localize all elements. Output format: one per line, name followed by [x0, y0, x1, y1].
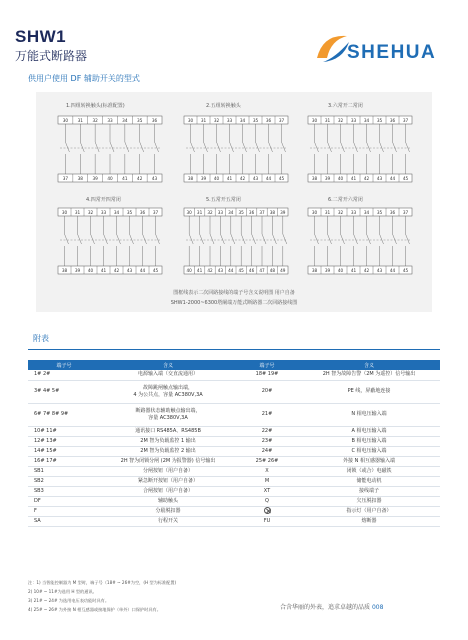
- terminal-label: 42: [207, 268, 213, 273]
- terminal-label: 42: [113, 268, 120, 273]
- terminal-label: 39: [324, 176, 331, 181]
- terminal-label: 41: [350, 268, 357, 273]
- meaning-cell: 分闸按钮（用户自备）: [100, 466, 236, 476]
- diagram-title-5: 5.五常开五常闭: [206, 197, 241, 203]
- terminal-label: 33: [350, 118, 357, 123]
- terminal-cell: 1# 2#: [28, 370, 100, 380]
- table-row: [28, 380, 440, 403]
- contact-switch: [217, 142, 221, 152]
- table-row: [28, 516, 440, 526]
- terminal-label: 30: [61, 210, 68, 215]
- terminal-label: 41: [196, 268, 203, 273]
- terminal-label: 37: [402, 210, 409, 215]
- terminal-label: 45: [238, 268, 244, 273]
- product-subtitle: 万能式断路器: [15, 49, 88, 63]
- terminal-label: 33: [107, 118, 113, 123]
- terminal-cell: SB2: [28, 476, 100, 486]
- terminal-label: 39: [324, 268, 331, 273]
- contact-switch: [406, 142, 410, 152]
- page-footer: [280, 602, 383, 611]
- terminal-label: 34: [363, 118, 370, 123]
- terminal-label: 44: [228, 268, 234, 273]
- contact-switch: [204, 142, 208, 152]
- meaning-cell: 接线端子: [298, 486, 440, 496]
- contact-switch: [80, 142, 84, 152]
- terminal-label: 37: [62, 176, 69, 181]
- page-number: 008: [371, 604, 384, 611]
- terminal-label: 45: [152, 268, 159, 273]
- meaning-cell: 2H 智为闭锁分闸 (2M 为报警器) 信号输出: [100, 456, 236, 466]
- terminal-cell: 24#: [236, 446, 298, 456]
- terminal-cell: 21#: [236, 403, 298, 426]
- terminal-cell: F: [28, 506, 100, 516]
- table-row: [28, 506, 440, 516]
- contact-switch: [210, 234, 214, 244]
- header-terminal-1: 端子号: [28, 360, 100, 370]
- contact-switch: [241, 234, 245, 244]
- page-header: [0, 0, 468, 82]
- terminal-cell: 20#: [236, 380, 298, 403]
- footer-slogan: 合含华丽的外表，追求卓越的品质: [280, 604, 371, 611]
- contact-switch: [328, 142, 332, 152]
- terminal-label: 43: [126, 268, 133, 273]
- terminal-label: 33: [100, 210, 107, 215]
- terminal-label: 31: [74, 210, 81, 215]
- terminal-label: 34: [113, 210, 120, 215]
- terminal-label: 45: [402, 268, 409, 273]
- terminal-label: 33: [350, 210, 357, 215]
- meaning-cell: N 相电压输入端: [298, 403, 440, 426]
- terminal-label: 35: [238, 210, 244, 215]
- note-line: 4) 25# ~ 26# 为外接 N 相互感器或接地保护（单外）口保护时具有。: [28, 607, 161, 612]
- meaning-cell: 紧急断开按钮（用户自备）: [100, 476, 236, 486]
- contact-switch: [315, 142, 319, 152]
- terminal-label: 41: [100, 268, 107, 273]
- diagram-title-4: 4.四常开四常闭: [86, 197, 121, 203]
- terminal-cell: [236, 506, 298, 516]
- diagram-title-2: 2.五组转换触头: [206, 103, 241, 109]
- section-heading: 供用户使用 DF 辅助开关的型式: [28, 74, 140, 83]
- terminal-label: 42: [363, 176, 370, 181]
- meaning-cell: 2M 智为负载监控 1 输出: [100, 436, 236, 446]
- terminal-label: 32: [92, 118, 98, 123]
- diagram-title-6: 6.二常开六常闭: [328, 197, 363, 203]
- note-line: 3) 21# ~ 24# 为选用电压表功能时具有。: [28, 598, 110, 603]
- terminal-label: 32: [207, 210, 213, 215]
- brand-logo: [313, 28, 453, 68]
- terminal-label: 33: [226, 118, 233, 123]
- terminal-label: 37: [278, 118, 285, 123]
- terminal-cell: M: [236, 476, 298, 486]
- terminal-label: 34: [122, 118, 128, 123]
- meaning-cell: 熔断器: [298, 516, 440, 526]
- table-row: [28, 476, 440, 486]
- indicator-lamp-icon: [264, 507, 271, 514]
- diagram-note-2: SHW1-2000~6300塔阑端万能式断路器二次回路接线图: [170, 300, 298, 306]
- contact-switch: [95, 142, 99, 152]
- table-row: [28, 486, 440, 496]
- contact-switch: [65, 142, 69, 152]
- terminal-label: 42: [239, 176, 246, 181]
- terminal-label: 35: [376, 210, 383, 215]
- terminal-label: 38: [269, 210, 276, 215]
- diagram-title-1: 1.四组转换触头(标准配置): [66, 103, 125, 109]
- terminal-cell: 6# 7# 8# 9#: [28, 403, 100, 426]
- terminal-cell: SA: [28, 516, 100, 526]
- terminal-label: 34: [363, 210, 370, 215]
- terminal-label: 30: [186, 210, 192, 215]
- contact-switch: [230, 142, 234, 152]
- meaning-cell: 断路器状态辅助触点输出端， 容量 AC380V,3A: [100, 403, 236, 426]
- terminal-label: 39: [280, 210, 286, 215]
- terminal-label: 37: [402, 118, 409, 123]
- terminal-cell: SB3: [28, 486, 100, 496]
- contact-switch: [393, 142, 397, 152]
- table-row: [28, 496, 440, 506]
- table-notes: [28, 578, 176, 614]
- table-row: [28, 446, 440, 456]
- meaning-cell: 行程开关: [100, 516, 236, 526]
- terminal-label: 43: [376, 176, 383, 181]
- terminal-cell: 22#: [236, 426, 298, 436]
- terminal-table: [28, 360, 440, 527]
- terminal-label: 36: [151, 118, 158, 123]
- appendix-table-title: 附表: [33, 334, 49, 343]
- contact-switch: [200, 234, 204, 244]
- meaning-cell: 故障跳闸触点输出端， 4 为公共点，容量 AC380V,3A: [100, 380, 236, 403]
- terminal-label: 31: [196, 210, 203, 215]
- terminal-label: 44: [265, 176, 272, 181]
- terminal-label: 32: [87, 210, 94, 215]
- table-row: [28, 403, 440, 426]
- terminal-cell: SB1: [28, 466, 100, 476]
- terminal-label: 39: [200, 176, 207, 181]
- terminal-label: 43: [217, 268, 224, 273]
- terminal-label: 36: [265, 118, 272, 123]
- terminal-label: 38: [77, 176, 83, 181]
- contact-switch: [104, 234, 108, 244]
- terminal-label: 31: [77, 118, 83, 123]
- terminal-label: 32: [337, 210, 344, 215]
- meaning-cell: 分励脱扣器: [100, 506, 236, 516]
- terminal-label: 30: [62, 118, 69, 123]
- meaning-cell: 辅助触头: [100, 496, 236, 506]
- terminal-label: 35: [137, 118, 143, 123]
- table-row: [28, 370, 440, 380]
- terminal-label: 38: [311, 176, 318, 181]
- contact-switch: [220, 234, 224, 244]
- terminal-label: 40: [87, 268, 94, 273]
- terminal-cell: Q: [236, 496, 298, 506]
- meaning-cell: 欠压脱扣器: [298, 496, 440, 506]
- contact-switch: [354, 142, 358, 152]
- terminal-label: 32: [337, 118, 344, 123]
- meaning-cell: B 相电压输入端: [298, 436, 440, 446]
- terminal-label: 41: [350, 176, 357, 181]
- terminal-label: 34: [228, 210, 234, 215]
- meaning-cell: 2H 智为故障告警（2M 为遥控）信号输出: [298, 370, 440, 380]
- terminal-cell: 25# 26#: [236, 456, 298, 466]
- contact-switch: [380, 234, 384, 244]
- meaning-cell: 合闸按钮（用户自备）: [100, 486, 236, 496]
- terminal-label: 35: [376, 118, 383, 123]
- terminal-label: 40: [337, 268, 344, 273]
- table-row: [28, 466, 440, 476]
- terminal-label: 45: [402, 176, 409, 181]
- terminal-label: 35: [252, 118, 259, 123]
- terminal-label: 40: [213, 176, 220, 181]
- meaning-cell: 闭锁（或合）电磁铁: [298, 466, 440, 476]
- contact-switch: [328, 234, 332, 244]
- terminal-label: 30: [311, 118, 318, 123]
- contact-switch: [130, 234, 134, 244]
- meaning-cell: 外接 N 相互感器输入端: [298, 456, 440, 466]
- terminal-label: 36: [389, 210, 396, 215]
- terminal-label: 31: [200, 118, 207, 123]
- wiring-diagrams: [36, 92, 432, 312]
- terminal-label: 36: [248, 210, 255, 215]
- contact-switch: [406, 234, 410, 244]
- terminal-label: 47: [259, 268, 265, 273]
- contact-switch: [341, 234, 345, 244]
- terminal-label: 34: [239, 118, 246, 123]
- terminal-label: 43: [151, 176, 158, 181]
- terminal-label: 32: [213, 118, 220, 123]
- table-header-row: [28, 360, 440, 370]
- contact-switch: [117, 234, 121, 244]
- terminal-cell: 23#: [236, 436, 298, 446]
- terminal-label: 37: [259, 210, 265, 215]
- terminal-cell: 12# 13#: [28, 436, 100, 446]
- terminal-label: 44: [389, 176, 396, 181]
- contact-switch: [143, 234, 147, 244]
- terminal-label: 40: [337, 176, 344, 181]
- meaning-cell: 电源输入端（交直流通用）: [100, 370, 236, 380]
- meaning-cell: 储能电动机: [298, 476, 440, 486]
- terminal-label: 40: [186, 268, 192, 273]
- terminal-label: 46: [248, 268, 255, 273]
- contact-switch: [231, 234, 235, 244]
- terminal-label: 36: [389, 118, 396, 123]
- table-divider: [28, 349, 440, 350]
- terminal-label: 49: [280, 268, 286, 273]
- terminal-label: 30: [311, 210, 318, 215]
- terminal-label: 40: [107, 176, 113, 181]
- note-line: 注：1) 当智能控制器为 M 型时，端子号（18# ~ 26#为空，(H 型为标准配置): [28, 580, 177, 585]
- terminal-label: 38: [311, 268, 318, 273]
- meaning-cell: C 相电压输入端: [298, 446, 440, 456]
- contact-switch: [78, 234, 82, 244]
- terminal-label: 45: [278, 176, 285, 181]
- terminal-label: 38: [187, 176, 194, 181]
- contact-switch: [269, 142, 273, 152]
- terminal-cell: 18# 19#: [236, 370, 298, 380]
- terminal-label: 42: [137, 176, 143, 181]
- terminal-label: 41: [226, 176, 233, 181]
- diagram-note-1: 图框线表示二次回路接线的端子号含义说明图 用户自备: [173, 290, 295, 296]
- header-terminal-2: 端子号: [236, 360, 298, 370]
- terminal-label: 30: [187, 118, 194, 123]
- terminal-label: 43: [252, 176, 259, 181]
- terminal-label: 44: [389, 268, 396, 273]
- contact-switch: [367, 142, 371, 152]
- terminal-label: 44: [139, 268, 146, 273]
- table-row: [28, 456, 440, 466]
- contact-switch: [155, 142, 159, 152]
- contact-switch: [315, 234, 319, 244]
- contact-switch: [393, 234, 397, 244]
- terminal-label: 48: [269, 268, 276, 273]
- contact-switch: [191, 142, 195, 152]
- product-title: SHW1: [15, 27, 67, 46]
- meaning-cell: 指示灯（用户自备）: [298, 506, 440, 516]
- terminal-label: 33: [217, 210, 224, 215]
- terminal-label: 41: [122, 176, 128, 181]
- terminal-cell: 10# 11#: [28, 426, 100, 436]
- contact-switch: [256, 142, 260, 152]
- contact-switch: [341, 142, 345, 152]
- contact-switch: [252, 234, 256, 244]
- contact-switch: [262, 234, 266, 244]
- meaning-cell: 2M 智为负载监控 2 输出: [100, 446, 236, 456]
- terminal-label: 31: [324, 210, 331, 215]
- table-row: [28, 426, 440, 436]
- contact-switch: [65, 234, 69, 244]
- logo-text: SHEHUA: [347, 42, 437, 63]
- contact-switch: [125, 142, 129, 152]
- terminal-cell: 3# 4# 5#: [28, 380, 100, 403]
- terminal-label: 42: [363, 268, 370, 273]
- terminal-label: 31: [324, 118, 331, 123]
- contact-switch: [140, 142, 144, 152]
- contact-switch: [283, 234, 287, 244]
- contact-switch: [380, 142, 384, 152]
- terminal-label: 43: [376, 268, 383, 273]
- terminal-cell: 14# 15#: [28, 446, 100, 456]
- contact-switch: [272, 234, 276, 244]
- diagram-title-3: 3.六常开二常闭: [328, 103, 363, 109]
- meaning-cell: A 相电压输入端: [298, 426, 440, 436]
- contact-switch: [189, 234, 193, 244]
- contact-switch: [110, 142, 114, 152]
- terminal-cell: XT: [236, 486, 298, 496]
- terminal-label: 38: [61, 268, 68, 273]
- contact-switch: [282, 142, 286, 152]
- header-meaning-1: 含义: [100, 360, 236, 370]
- meaning-cell: 通讯接口 RS485A、RS485B: [100, 426, 236, 436]
- contact-switch: [367, 234, 371, 244]
- terminal-cell: 16# 17#: [28, 456, 100, 466]
- header-meaning-2: 含义: [298, 360, 440, 370]
- contact-switch: [156, 234, 160, 244]
- wiring-diagram-panel: [36, 92, 432, 312]
- terminal-label: 35: [126, 210, 133, 215]
- contact-switch: [91, 234, 95, 244]
- contact-switch: [354, 234, 358, 244]
- terminal-label: 39: [92, 176, 98, 181]
- contact-switch: [243, 142, 247, 152]
- terminal-cell: DF: [28, 496, 100, 506]
- meaning-cell: PE 线，屏蔽地连接: [298, 380, 440, 403]
- terminal-label: 37: [152, 210, 159, 215]
- terminal-cell: X: [236, 466, 298, 476]
- table-row: [28, 436, 440, 446]
- terminal-label: 36: [139, 210, 146, 215]
- terminal-label: 39: [74, 268, 81, 273]
- terminal-cell: FU: [236, 516, 298, 526]
- note-line: 2) 10# ~ 11#为选用 H 型的通讯。: [28, 589, 97, 594]
